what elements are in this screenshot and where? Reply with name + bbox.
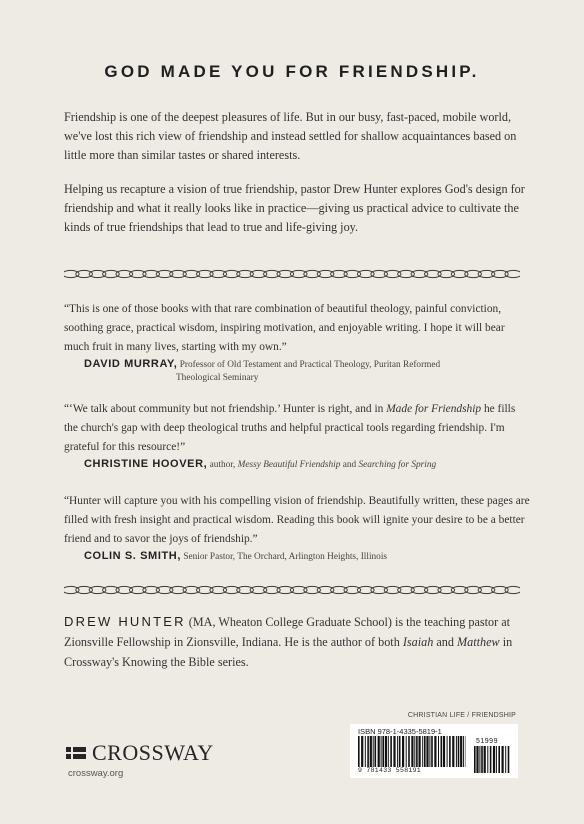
barcode-bar [397, 736, 398, 767]
endorsement-attribution [84, 358, 532, 385]
divider-link [317, 586, 334, 593]
barcode-bar [496, 746, 497, 773]
barcode-bar [365, 736, 366, 767]
endorsement-murray [64, 300, 532, 385]
ornamental-divider-bottom [64, 584, 520, 596]
author-book-2: Matthew [457, 635, 500, 649]
divider-link [237, 586, 254, 593]
endorser-credential-mid: and [340, 460, 359, 470]
barcode-bar [370, 736, 372, 767]
divider-link [183, 270, 200, 277]
barcode-bar [479, 746, 480, 773]
endorser-name: COLIN S. SMITH, [84, 550, 181, 562]
endorsement-attribution [84, 550, 532, 564]
barcode-bar [431, 736, 433, 767]
barcode-bar [358, 736, 360, 767]
barcode-bar [361, 736, 363, 767]
publisher-logo [66, 740, 214, 779]
divider-link [210, 586, 227, 593]
divider-link [183, 586, 200, 593]
divider-link [156, 270, 173, 277]
barcode-bar [487, 746, 488, 773]
endorsement-smith [64, 492, 532, 564]
divider-link [492, 586, 509, 593]
endorser-credential-cont: Theological Seminary [176, 373, 259, 383]
endorsement-quote: “Hunter will capture you with his compelling vision of friendship. Beautifully written, these pages are filled with fresh insight and practical wisdom. Reading this book will ignite your desire to be a better friend and to savor the joys of friendship.” [64, 495, 530, 545]
barcode-bar [422, 736, 423, 767]
divider-link [103, 586, 120, 593]
divider-link [492, 270, 509, 277]
divider-link [465, 270, 482, 277]
endorsement-hoover [64, 400, 532, 472]
divider-link [425, 270, 442, 277]
divider-link [277, 586, 294, 593]
barcode-bar [373, 736, 374, 767]
barcode-bar [382, 736, 384, 767]
divider-link [425, 586, 442, 593]
author-bio-text-mid: and [433, 635, 458, 649]
divider-link [237, 270, 254, 277]
divider-link [357, 586, 374, 593]
divider-link [170, 586, 187, 593]
divider-link [290, 270, 307, 277]
barcode-bar [476, 746, 478, 773]
divider-link [478, 270, 495, 277]
divider-link [398, 270, 415, 277]
barcode-bar [402, 736, 404, 767]
endorsement-quote [64, 400, 532, 457]
endorsement-quote: “This is one of those books with that rare combination of beautiful theology, painful conviction, soothing grace, practical wisdom, inspiring motivation, and enjoyable writing. I hope it will bear much fruit in many lives, starting with my own.” [64, 303, 505, 353]
divider-link [451, 586, 468, 593]
divider-link [197, 586, 214, 593]
divider-link [438, 586, 455, 593]
barcode-bar [367, 736, 369, 767]
barcode [350, 724, 518, 778]
intro-paragraph-1: Friendship is one of the deepest pleasures of life. But in our busy, fast-paced, mobile world, we've lost this rich view of friendship and instead settled for shallow acquaintances based on little more than similar tastes or shared interests. [64, 110, 517, 162]
barcode-bar [458, 736, 460, 767]
divider-link [103, 270, 120, 277]
endorser-credential-pre: author, [209, 460, 238, 470]
author-name: DREW HUNTER [64, 614, 186, 629]
isbn-barcode-icon [358, 736, 466, 767]
divider-link [398, 586, 415, 593]
barcode-bar [474, 746, 476, 773]
divider-link [290, 586, 307, 593]
endorser-book-1: Messy Beautiful Friendship [237, 460, 341, 470]
barcode-digits: 9 781433 558191 [358, 767, 422, 774]
divider-link [170, 270, 187, 277]
barcode-bar [481, 746, 483, 773]
barcode-bar [502, 746, 504, 773]
divider-link [197, 270, 214, 277]
divider-link [384, 586, 401, 593]
barcode-bar [434, 736, 436, 767]
barcode-bar [484, 746, 486, 773]
divider-link [304, 270, 321, 277]
divider-link [64, 270, 79, 277]
divider-link [384, 270, 401, 277]
barcode-bar [493, 746, 495, 773]
endorsement-attribution [84, 458, 532, 472]
divider-link [277, 270, 294, 277]
barcode-bar [443, 736, 445, 767]
barcode-bar [456, 736, 457, 767]
quote-book-title: Made for Friendship [386, 403, 482, 415]
divider-link [223, 586, 240, 593]
divider-link [331, 270, 348, 277]
barcode-bar [411, 736, 413, 767]
barcode-bar [490, 746, 492, 773]
publisher-url: crossway.org [68, 768, 124, 779]
divider-link [264, 270, 281, 277]
divider-link [371, 586, 388, 593]
divider-link [505, 586, 520, 593]
divider-link [156, 586, 173, 593]
barcode-bar [438, 736, 439, 767]
divider-link [344, 270, 361, 277]
barcode-bar [505, 746, 506, 773]
price-code: 51999 [476, 738, 498, 745]
endorser-name: DAVID MURRAY, [84, 358, 178, 370]
endorser-credential: Senior Pastor, The Orchard, Arlington Heights, Illinois [183, 552, 388, 562]
divider-link [317, 270, 334, 277]
headline: GOD MADE YOU FOR FRIENDSHIP. [104, 62, 480, 81]
barcode-bar [429, 736, 430, 767]
endorser-name: CHRISTINE HOOVER, [84, 458, 208, 470]
divider-link [76, 586, 93, 593]
barcode-bar [449, 736, 451, 767]
divider-link [89, 586, 106, 593]
barcode-bar [452, 736, 454, 767]
divider-link [64, 586, 79, 593]
barcode-bar [388, 736, 389, 767]
barcode-bar [375, 736, 377, 767]
divider-link [411, 586, 428, 593]
barcode-bar [416, 736, 418, 767]
divider-link [250, 270, 267, 277]
endorser-book-2: Searching for Spring [358, 460, 437, 470]
barcode-bar [463, 736, 464, 767]
barcode-bar [390, 736, 392, 767]
price-barcode-icon [474, 746, 510, 773]
divider-link [250, 586, 267, 593]
barcode-bar [508, 746, 510, 773]
barcode-bar [385, 736, 387, 767]
barcode-bar [414, 736, 415, 767]
barcode-bar [498, 746, 500, 773]
divider-link [143, 270, 160, 277]
quote-start: “‘We talk about community but not friendship.’ Hunter is right, and in [64, 403, 387, 415]
barcode-bar [460, 736, 462, 767]
barcode-bar [424, 736, 426, 767]
crossway-mark-icon [66, 746, 86, 760]
divider-link [129, 270, 146, 277]
divider-link [210, 270, 227, 277]
endorser-credential: Professor of Old Testament and Practical Theology, Puritan Reformed [179, 360, 441, 370]
divider-link [116, 270, 133, 277]
divider-link [304, 586, 321, 593]
divider-link [344, 586, 361, 593]
divider-link [438, 270, 455, 277]
author-bio-text-start: (MA, Wheaton College Graduate School) is the teaching pastor at Zionsville Fellowship in Zionsville, Indiana. He is the author of both [64, 615, 511, 649]
barcode-bar [408, 736, 410, 767]
divider-link [116, 586, 133, 593]
barcode-bar [393, 736, 395, 767]
divider-link [129, 586, 146, 593]
divider-link [451, 270, 468, 277]
divider-link [264, 586, 281, 593]
ornamental-divider-top [64, 268, 520, 280]
divider-link [76, 270, 93, 277]
barcode-bar [419, 736, 421, 767]
barcode-bar [406, 736, 407, 767]
author-book-1: Isaiah [402, 635, 434, 649]
barcode-bar [426, 736, 428, 767]
publisher-name: CROSSWAY [92, 740, 214, 765]
divider-link [465, 586, 482, 593]
divider-link [331, 586, 348, 593]
author-bio-text-end: in Crossway's Knowing the Bible series. [64, 635, 513, 669]
divider-link [505, 270, 520, 277]
barcode-bar [447, 736, 448, 767]
divider-link [478, 586, 495, 593]
isbn-text: ISBN 978-1-4335-5819-1 [358, 727, 442, 736]
category-label: CHRISTIAN LIFE / FRIENDSHIP [407, 712, 516, 719]
quote-end: he fills the church's gap with deep theological truths and helpful practical tools regarding friendship. I'm grateful for this resource!” [64, 403, 516, 453]
divider-link [371, 270, 388, 277]
intro-paragraph-2: Helping us recapture a vision of true friendship, pastor Drew Hunter explores God's design for friendship and what it really looks like in practice—giving us practical advice to cultivate the kinds of true friendships that lead to true and life-giving joy. [64, 182, 525, 234]
divider-link [411, 270, 428, 277]
divider-link [143, 586, 160, 593]
barcode-bar [378, 736, 380, 767]
barcode-bar [441, 736, 443, 767]
divider-link [89, 270, 106, 277]
divider-link [223, 270, 240, 277]
barcode-bar [399, 736, 401, 767]
divider-link [357, 270, 374, 277]
author-bio [64, 612, 526, 672]
barcode-bar [381, 736, 382, 767]
